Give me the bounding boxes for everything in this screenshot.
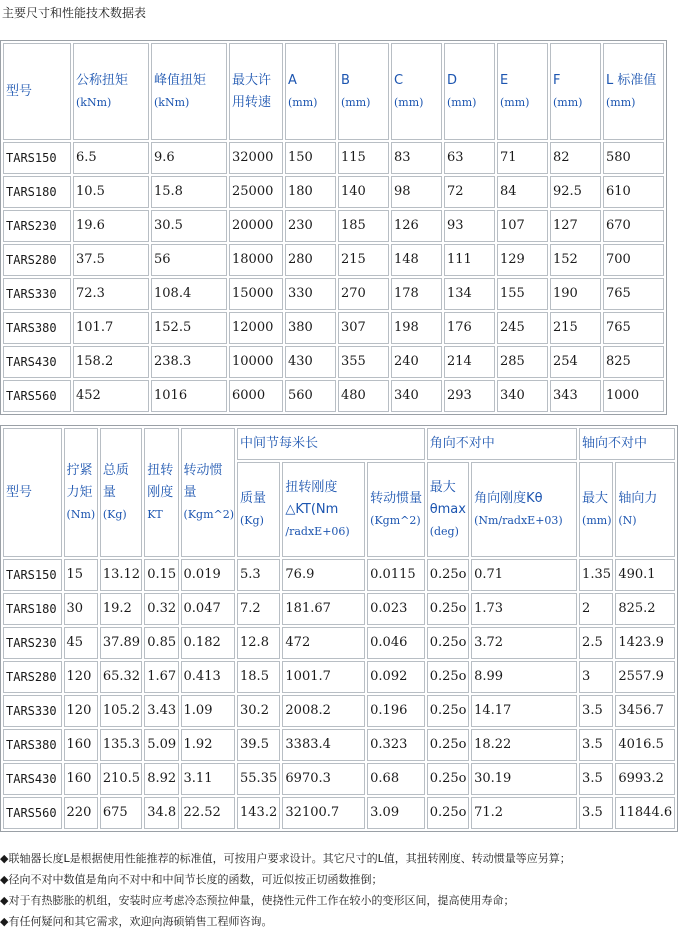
value-cell: 10.5: [73, 176, 149, 208]
value-cell: 3.5: [579, 797, 613, 829]
value-cell: 134: [444, 278, 495, 310]
table-row: [3, 695, 675, 727]
value-cell: 185: [338, 210, 389, 242]
value-cell: 111: [444, 244, 495, 276]
value-cell: 56: [151, 244, 227, 276]
model-cell: TARS380: [3, 729, 62, 761]
value-cell: 181.67: [282, 593, 365, 625]
value-cell: 127: [550, 210, 601, 242]
model-cell: TARS430: [3, 763, 62, 795]
value-cell: 12000: [229, 312, 283, 344]
value-cell: 1423.9: [615, 627, 675, 659]
value-cell: 34.8: [144, 797, 178, 829]
value-cell: 215: [338, 244, 389, 276]
value-cell: 4016.5: [615, 729, 675, 761]
table-row: [3, 627, 675, 659]
value-cell: 20000: [229, 210, 283, 242]
table-row: [3, 380, 664, 412]
value-cell: 120: [64, 695, 98, 727]
note-item: ◆对于有热膨胀的机组，安装时应考虑冷态预拉伸量，使挠性元件工作在较小的变形区间，提高使用寿命；: [0, 894, 515, 907]
value-cell: 176: [444, 312, 495, 344]
col-mid-torsion: 扭转刚度△KT(Nm /radxE+06): [282, 462, 365, 557]
value-cell: 2: [579, 593, 613, 625]
value-cell: 15: [64, 559, 98, 591]
value-cell: 10000: [229, 346, 283, 378]
value-cell: 30.2: [237, 695, 280, 727]
value-cell: 143.2: [237, 797, 280, 829]
col-mid-mass: 质量 (Kg): [237, 462, 280, 557]
group-axial-misalignment: 轴向不对中: [579, 428, 675, 460]
value-cell: 1.35: [579, 559, 613, 591]
value-cell: 230: [285, 210, 336, 242]
value-cell: 135.3: [100, 729, 142, 761]
value-cell: 254: [550, 346, 601, 378]
col-total-mass: 总质量 (Kg): [100, 428, 142, 557]
value-cell: 11844.6: [615, 797, 675, 829]
col-inertia: 转动惯量 (Kgm^2): [181, 428, 235, 557]
value-cell: 98: [391, 176, 442, 208]
note-item: ◆有任何疑问和其它需求，欢迎向海硕销售工程师咨询。: [0, 915, 273, 928]
value-cell: 580: [603, 142, 664, 174]
value-cell: 9.6: [151, 142, 227, 174]
value-cell: 765: [603, 278, 664, 310]
table-row: [3, 210, 664, 242]
performance-group-header-row: [3, 428, 675, 460]
col-tighten-torque: 拧紧力矩 (Nm): [64, 428, 98, 557]
performance-table: [0, 425, 678, 832]
value-cell: 71.2: [471, 797, 577, 829]
value-cell: 19.2: [100, 593, 142, 625]
col-ang-stiffness: 角向刚度Kθ (Nm/radxE+03): [471, 462, 577, 557]
value-cell: 0.413: [181, 661, 235, 693]
value-cell: 19.6: [73, 210, 149, 242]
value-cell: 2.5: [579, 627, 613, 659]
value-cell: 152.5: [151, 312, 227, 344]
value-cell: 37.89: [100, 627, 142, 659]
value-cell: 675: [100, 797, 142, 829]
value-cell: 0.023: [367, 593, 425, 625]
value-cell: 0.323: [367, 729, 425, 761]
value-cell: 0.15: [144, 559, 178, 591]
value-cell: 3.11: [181, 763, 235, 795]
value-cell: 5.3: [237, 559, 280, 591]
value-cell: 0.047: [181, 593, 235, 625]
value-cell: 7.2: [237, 593, 280, 625]
model-cell: TARS560: [3, 797, 62, 829]
table-row: [3, 346, 664, 378]
value-cell: 220: [64, 797, 98, 829]
page-title: 主要尺寸和性能技术数据表: [2, 6, 147, 20]
value-cell: 158.2: [73, 346, 149, 378]
value-cell: 215: [550, 312, 601, 344]
dim-header-cell: B (mm): [338, 43, 389, 140]
value-cell: 0.71: [471, 559, 577, 591]
value-cell: 280: [285, 244, 336, 276]
value-cell: 5.09: [144, 729, 178, 761]
note-item: ◆径向不对中数值是角向不对中和中间节长度的函数，可近似按正切函数推倒；: [0, 873, 383, 886]
value-cell: 3456.7: [615, 695, 675, 727]
model-cell: TARS380: [3, 312, 71, 344]
dim-header-cell: L 标准值 (mm): [603, 43, 664, 140]
value-cell: 0.32: [144, 593, 178, 625]
value-cell: 76.9: [282, 559, 365, 591]
model-cell: TARS230: [3, 210, 71, 242]
dim-header-cell: 公称扭矩 (kNm): [73, 43, 149, 140]
value-cell: 825.2: [615, 593, 675, 625]
value-cell: 3: [579, 661, 613, 693]
value-cell: 3.5: [579, 695, 613, 727]
value-cell: 108.4: [151, 278, 227, 310]
value-cell: 105.2: [100, 695, 142, 727]
dimensions-header-row: [3, 43, 664, 140]
value-cell: 2008.2: [282, 695, 365, 727]
value-cell: 82: [550, 142, 601, 174]
value-cell: 72.3: [73, 278, 149, 310]
value-cell: 6993.2: [615, 763, 675, 795]
value-cell: 93: [444, 210, 495, 242]
value-cell: 180: [285, 176, 336, 208]
model-cell: TARS330: [3, 695, 62, 727]
value-cell: 152: [550, 244, 601, 276]
value-cell: 293: [444, 380, 495, 412]
value-cell: 0.019: [181, 559, 235, 591]
col-ang-max: 最大θmax (deg): [427, 462, 469, 557]
value-cell: 190: [550, 278, 601, 310]
table-row: [3, 176, 664, 208]
value-cell: 610: [603, 176, 664, 208]
table-row: [3, 142, 664, 174]
value-cell: 0.25o: [427, 593, 469, 625]
value-cell: 30: [64, 593, 98, 625]
value-cell: 307: [338, 312, 389, 344]
model-cell: TARS180: [3, 593, 62, 625]
value-cell: 30.19: [471, 763, 577, 795]
table-row: [3, 559, 675, 591]
model-cell: TARS560: [3, 380, 71, 412]
value-cell: 0.092: [367, 661, 425, 693]
value-cell: 825: [603, 346, 664, 378]
dim-header-cell: D (mm): [444, 43, 495, 140]
value-cell: 490.1: [615, 559, 675, 591]
value-cell: 3.5: [579, 729, 613, 761]
value-cell: 84: [497, 176, 548, 208]
value-cell: 0.25o: [427, 661, 469, 693]
value-cell: 238.3: [151, 346, 227, 378]
value-cell: 8.92: [144, 763, 178, 795]
value-cell: 160: [64, 729, 98, 761]
value-cell: 13.12: [100, 559, 142, 591]
value-cell: 1001.7: [282, 661, 365, 693]
value-cell: 0.196: [367, 695, 425, 727]
value-cell: 0.25o: [427, 797, 469, 829]
value-cell: 148: [391, 244, 442, 276]
value-cell: 670: [603, 210, 664, 242]
value-cell: 0.0115: [367, 559, 425, 591]
value-cell: 214: [444, 346, 495, 378]
value-cell: 129: [497, 244, 548, 276]
value-cell: 3.09: [367, 797, 425, 829]
value-cell: 1000: [603, 380, 664, 412]
model-cell: TARS180: [3, 176, 71, 208]
value-cell: 0.68: [367, 763, 425, 795]
value-cell: 3383.4: [282, 729, 365, 761]
table-row: [3, 729, 675, 761]
value-cell: 0.25o: [427, 559, 469, 591]
value-cell: 45: [64, 627, 98, 659]
model-cell: TARS430: [3, 346, 71, 378]
value-cell: 0.25o: [427, 729, 469, 761]
value-cell: 472: [282, 627, 365, 659]
value-cell: 1016: [151, 380, 227, 412]
value-cell: 155: [497, 278, 548, 310]
value-cell: 18000: [229, 244, 283, 276]
group-middle-section: 中间节每米长: [237, 428, 425, 460]
table-row: [3, 661, 675, 693]
value-cell: 3.43: [144, 695, 178, 727]
table-row: [3, 244, 664, 276]
value-cell: 700: [603, 244, 664, 276]
value-cell: 15.8: [151, 176, 227, 208]
dim-header-cell: 峰值扭矩 (kNm): [151, 43, 227, 140]
col-ax-max: 最大 (mm): [579, 462, 613, 557]
value-cell: 178: [391, 278, 442, 310]
value-cell: 330: [285, 278, 336, 310]
dim-header-cell: 最大许用转速: [229, 43, 283, 140]
value-cell: 270: [338, 278, 389, 310]
table-row: [3, 312, 664, 344]
value-cell: 285: [497, 346, 548, 378]
value-cell: 210.5: [100, 763, 142, 795]
value-cell: 0.046: [367, 627, 425, 659]
value-cell: 480: [338, 380, 389, 412]
value-cell: 30.5: [151, 210, 227, 242]
dim-header-cell: 型号: [3, 43, 71, 140]
value-cell: 6.5: [73, 142, 149, 174]
value-cell: 1.73: [471, 593, 577, 625]
model-cell: TARS330: [3, 278, 71, 310]
dim-header-cell: E (mm): [497, 43, 548, 140]
value-cell: 355: [338, 346, 389, 378]
value-cell: 6000: [229, 380, 283, 412]
value-cell: 150: [285, 142, 336, 174]
col-model: 型号: [3, 428, 62, 557]
value-cell: 3.5: [579, 763, 613, 795]
model-cell: TARS150: [3, 559, 62, 591]
value-cell: 83: [391, 142, 442, 174]
table-row: [3, 797, 675, 829]
value-cell: 120: [64, 661, 98, 693]
value-cell: 14.17: [471, 695, 577, 727]
value-cell: 340: [391, 380, 442, 412]
value-cell: 6970.3: [282, 763, 365, 795]
value-cell: 1.92: [181, 729, 235, 761]
value-cell: 37.5: [73, 244, 149, 276]
value-cell: 0.182: [181, 627, 235, 659]
value-cell: 32100.7: [282, 797, 365, 829]
value-cell: 343: [550, 380, 601, 412]
value-cell: 340: [497, 380, 548, 412]
value-cell: 107: [497, 210, 548, 242]
value-cell: 22.52: [181, 797, 235, 829]
value-cell: 101.7: [73, 312, 149, 344]
value-cell: 1.67: [144, 661, 178, 693]
col-mid-inertia: 转动惯量 (Kgm^2): [367, 462, 425, 557]
value-cell: 3.72: [471, 627, 577, 659]
note-item: ◆联轴器长度L是根据使用性能推荐的标准值，可按用户要求设计。其它尺寸的L值，其扭转刚度、转动惯量等应另算；: [0, 852, 571, 865]
dim-header-cell: C (mm): [391, 43, 442, 140]
value-cell: 240: [391, 346, 442, 378]
value-cell: 32000: [229, 142, 283, 174]
value-cell: 2557.9: [615, 661, 675, 693]
value-cell: 39.5: [237, 729, 280, 761]
value-cell: 160: [64, 763, 98, 795]
model-cell: TARS280: [3, 661, 62, 693]
value-cell: 55.35: [237, 763, 280, 795]
notes: [0, 848, 679, 932]
col-torsion-stiffness: 扭转刚度 KT: [144, 428, 178, 557]
value-cell: 765: [603, 312, 664, 344]
value-cell: 12.8: [237, 627, 280, 659]
value-cell: 92.5: [550, 176, 601, 208]
model-cell: TARS150: [3, 142, 71, 174]
value-cell: 63: [444, 142, 495, 174]
value-cell: 452: [73, 380, 149, 412]
value-cell: 140: [338, 176, 389, 208]
value-cell: 8.99: [471, 661, 577, 693]
value-cell: 0.25o: [427, 627, 469, 659]
value-cell: 0.85: [144, 627, 178, 659]
table-row: [3, 278, 664, 310]
value-cell: 115: [338, 142, 389, 174]
value-cell: 18.22: [471, 729, 577, 761]
model-cell: TARS230: [3, 627, 62, 659]
dim-header-cell: F (mm): [550, 43, 601, 140]
group-angular-misalignment: 角向不对中: [427, 428, 577, 460]
value-cell: 72: [444, 176, 495, 208]
value-cell: 18.5: [237, 661, 280, 693]
value-cell: 71: [497, 142, 548, 174]
table-row: [3, 593, 675, 625]
col-ax-force: 轴向力 (N): [615, 462, 675, 557]
dimensions-table: [0, 40, 667, 415]
table-row: [3, 763, 675, 795]
value-cell: 15000: [229, 278, 283, 310]
value-cell: 380: [285, 312, 336, 344]
value-cell: 198: [391, 312, 442, 344]
dim-header-cell: A (mm): [285, 43, 336, 140]
value-cell: 430: [285, 346, 336, 378]
value-cell: 1.09: [181, 695, 235, 727]
value-cell: 126: [391, 210, 442, 242]
value-cell: 0.25o: [427, 763, 469, 795]
value-cell: 65.32: [100, 661, 142, 693]
value-cell: 0.25o: [427, 695, 469, 727]
model-cell: TARS280: [3, 244, 71, 276]
value-cell: 25000: [229, 176, 283, 208]
value-cell: 560: [285, 380, 336, 412]
value-cell: 245: [497, 312, 548, 344]
